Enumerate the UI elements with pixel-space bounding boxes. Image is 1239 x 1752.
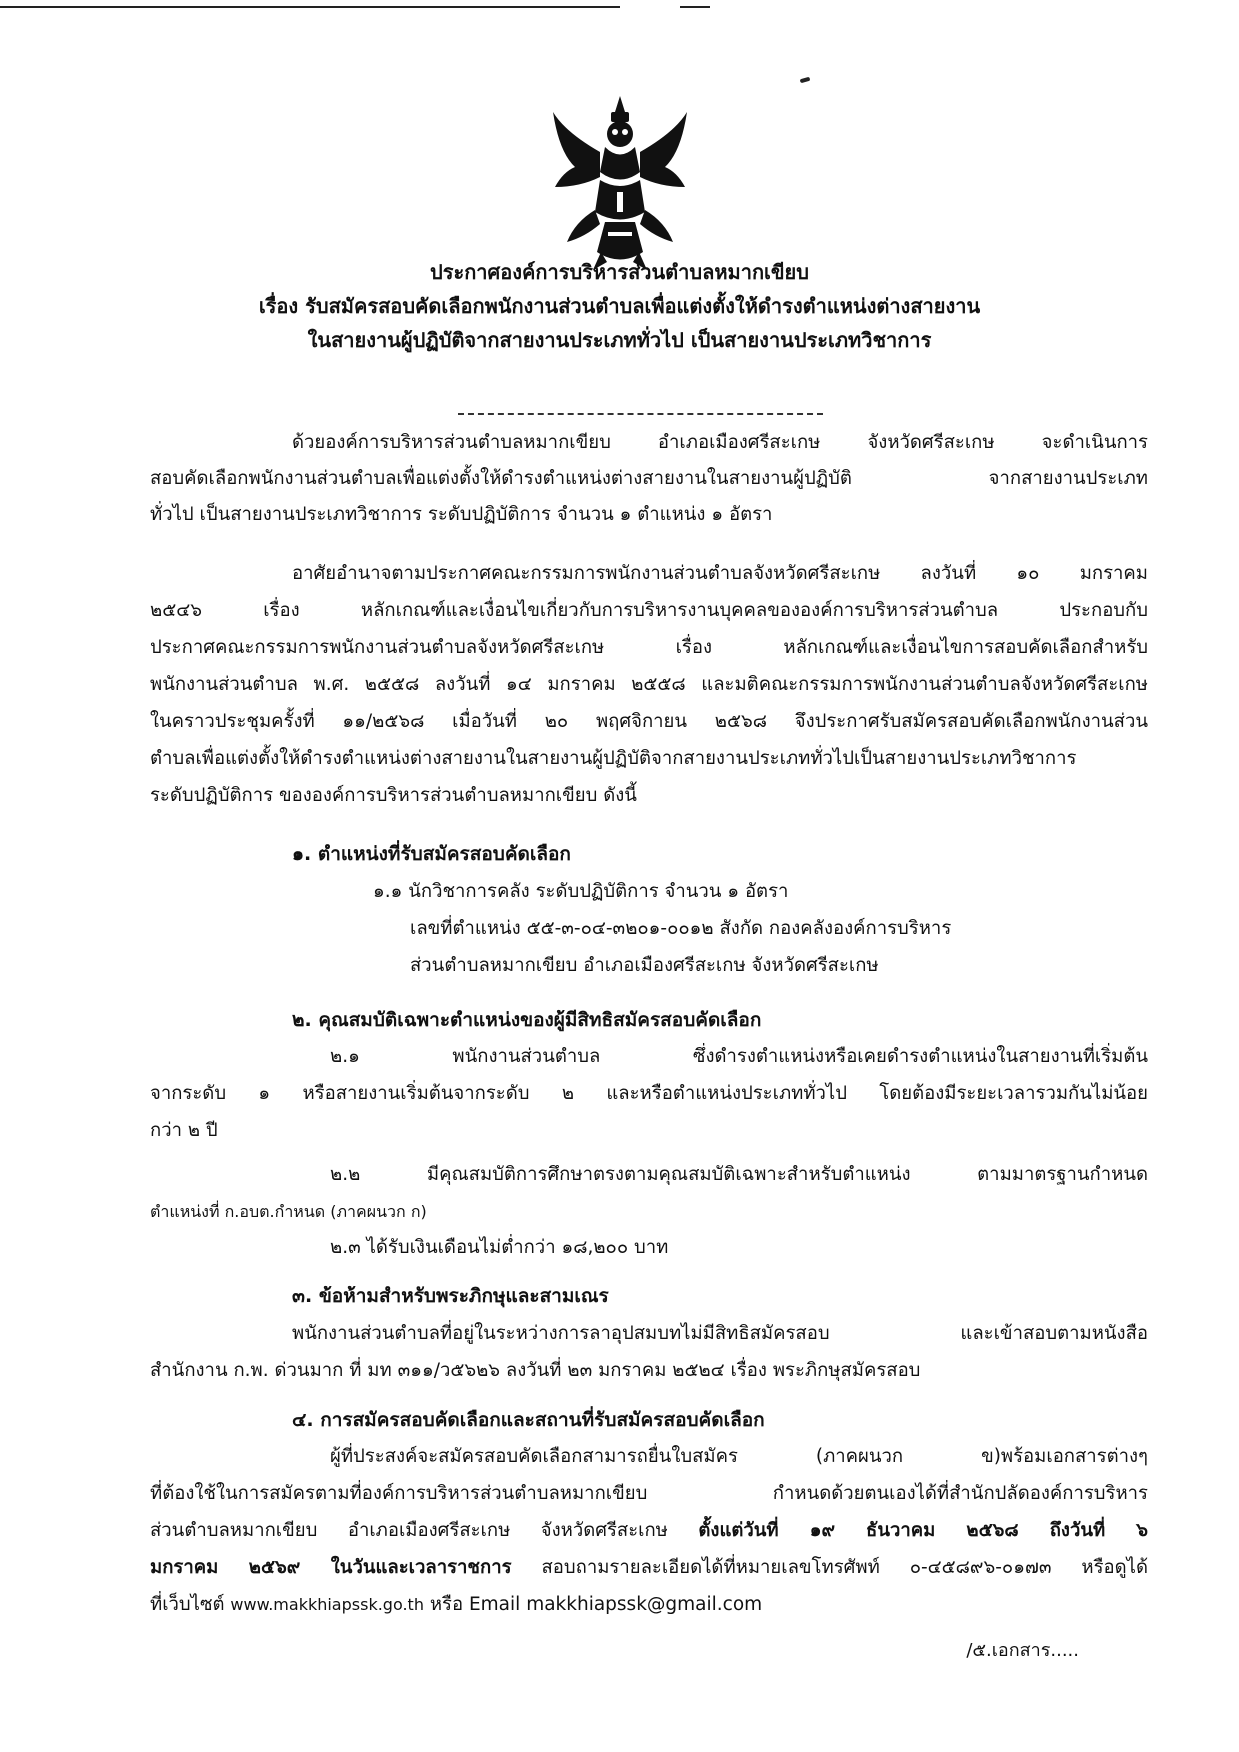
application-period-end: มกราคม ๒๕๖๙ ในวันและเวลาราชการ [150, 1557, 512, 1578]
position-1-1: ๑.๑ นักวิชาการคลัง ระดับปฏิบัติการ จำนวน ๑ อัตรา [373, 881, 789, 902]
contact-phone-text: สอบถามรายละเอียดได้ที่หมายเลขโทรศัพท์ ๐-๔๕๘๙๖-๐๑๗๓ หรือดูได้ [541, 1557, 1149, 1578]
email-link[interactable]: makkhiapssk@gmail.com [526, 1594, 763, 1615]
intro-line: ทั่วไป เป็นสายงานประเภทวิชาการ ระดับปฏิบัติการ จำนวน ๑ ตำแหน่ง ๑ อัตรา [150, 504, 773, 525]
application-period-start: ตั้งแต่วันที่ ๑๙ ธันวาคม ๒๕๖๘ ถึงวันที่ ๖ [698, 1520, 1148, 1541]
website-link[interactable]: www.makkhiapssk.go.th [230, 1595, 424, 1614]
prohibition-line: พนักงานส่วนตำบลที่อยู่ในระหว่างการลาอุปสมบทไม่มีสิทธิสมัครสอบ และเข้าสอบตามหนังสือ [292, 1323, 1148, 1344]
authority-line: ระดับปฏิบัติการ ขององค์การบริหารส่วนตำบลหมากเขียบ ดังนี้ [150, 785, 637, 806]
section-4-heading: ๔. การสมัครสอบคัดเลือกและสถานที่รับสมัครสอบคัดเลือก [292, 1409, 765, 1431]
intro-line: ด้วยองค์การบริหารส่วนตำบลหมากเขียบ อำเภอเมืองศรีสะเกษ จังหวัดศรีสะเกษ จะดำเนินการ [292, 432, 1148, 453]
section-2-heading: ๒. คุณสมบัติเฉพาะตำแหน่งของผู้มีสิทธิสมัครสอบคัดเลือก [292, 1009, 762, 1031]
scan-speck [800, 77, 811, 83]
scan-edge-line [0, 6, 620, 8]
application-line [150, 1519, 1148, 1543]
position-1-1-affiliation: ส่วนตำบลหมากเขียบ อำเภอเมืองศรีสะเกษ จังหวัดศรีสะเกษ [410, 955, 879, 976]
position-1-1-number: เลขที่ตำแหน่ง ๕๕-๓-๐๔-๓๒๐๑-๐๐๑๒ สังกัด กองคลังองค์การบริหาร [410, 918, 952, 939]
application-line: ที่ต้องใช้ในการสมัครตามที่องค์การบริหารส่วนตำบลหมากเขียบ กำหนดด้วยตนเองได้ที่สำนักปลัดองค์การบริหาร [150, 1483, 1148, 1504]
application-line [150, 1556, 1148, 1580]
announcement-subject: เรื่อง รับสมัครสอบคัดเลือกพนักงานส่วนตำบลเพื่อแต่งตั้งให้ดำรงตำแหน่งต่างสายงาน [258, 294, 981, 318]
qualification-2-2: ๒.๒ มีคุณสมบัติการศึกษาตรงตามคุณสมบัติเฉพาะสำหรับตำแหน่ง ตามมาตรฐานกำหนด [330, 1164, 1148, 1185]
qualification-2-1-cont: กว่า ๒ ปี [150, 1120, 218, 1141]
announcement-title: ประกาศองค์การบริหารส่วนตำบลหมากเขียบ [430, 260, 809, 284]
authority-line: ประกาศคณะกรรมการพนักงานส่วนตำบลจังหวัดศรีสะเกษ เรื่อง หลักเกณฑ์และเงื่อนไขการสอบคัดเลือกสำหรับ [150, 637, 1148, 658]
qualification-2-1-cont: จากระดับ ๑ หรือสายงานเริ่มต้นจากระดับ ๒ และหรือตำแหน่งประเภททั่วไป โดยต้องมีระยะเวลารวมกันไม่น้อย [150, 1083, 1148, 1104]
section-1-heading: ๑. ตำแหน่งที่รับสมัครสอบคัดเลือก [292, 843, 571, 865]
qualification-2-1: ๒.๑ พนักงานส่วนตำบล ซึ่งดำรงตำแหน่งหรือเคยดำรงตำแหน่งในสายงานที่เริ่มต้น [330, 1046, 1148, 1067]
authority-line: อาศัยอำนาจตามประกาศคณะกรรมการพนักงานส่วนตำบลจังหวัดศรีสะเกษ ลงวันที่ ๑๐ มกราคม [292, 563, 1148, 584]
title-divider [458, 413, 823, 415]
intro-line: สอบคัดเลือกพนักงานส่วนตำบลเพื่อแต่งตั้งให้ดำรงตำแหน่งต่างสายงานในสายงานผู้ปฏิบัติ จากสายงานประเภท [150, 468, 1148, 489]
qualification-2-3: ๒.๓ ได้รับเงินเดือนไม่ต่ำกว่า ๑๘,๒๐๐ บาท [330, 1237, 669, 1258]
authority-line: พนักงานส่วนตำบล พ.ศ. ๒๕๕๘ ลงวันที่ ๑๔ มกราคม ๒๕๕๘ และมติคณะกรรมการพนักงานส่วนตำบลจังหวัดศรีสะเกษ [150, 674, 1148, 695]
garuda-emblem-icon [545, 92, 695, 272]
scan-edge-line [680, 6, 710, 8]
section-3-heading: ๓. ข้อห้ามสำหรับพระภิกษุและสามเณร [292, 1285, 609, 1307]
application-line: ที่เว็บไซต์ www.makkhiapssk.go.th หรือ Email makkhiapssk@gmail.com [150, 1594, 763, 1615]
authority-line: ๒๕๔๖ เรื่อง หลักเกณฑ์และเงื่อนไขเกี่ยวกับการบริหารงานบุคคลขององค์การบริหารส่วนตำบล ประกอบกับ [150, 600, 1148, 621]
authority-line: ในคราวประชุมครั้งที่ ๑๑/๒๕๖๘ เมื่อวันที่ ๒๐ พฤศจิกายน ๒๕๖๘ จึงประกาศรับสมัครสอบคัดเลือกพนักงานส่วน [150, 711, 1148, 732]
qualification-2-2-cont: ตำแหน่งที่ ก.อบต.กำหนด (ภาคผนวก ก) [150, 1202, 427, 1221]
application-line: ผู้ที่ประสงค์จะสมัครสอบคัดเลือกสามารถยื่นใบสมัคร (ภาคผนวก ข)พร้อมเอกสารต่างๆ [330, 1446, 1148, 1467]
announcement-subject-cont: ในสายงานผู้ปฏิบัติจากสายงานประเภททั่วไป เป็นสายงานประเภทวิชาการ [307, 328, 932, 352]
prohibition-line: สำนักงาน ก.พ. ด่วนมาก ที่ มท ๓๑๑/ว๕๖๒๖ ลงวันที่ ๒๓ มกราคม ๒๕๒๔ เรื่อง พระภิกษุสมัครสอบ [150, 1360, 921, 1381]
application-place: ส่วนตำบลหมากเขียบ อำเภอเมืองศรีสะเกษ จังหวัดศรีสะเกษ [150, 1520, 668, 1541]
authority-line: ตำบลเพื่อแต่งตั้งให้ดำรงตำแหน่งต่างสายงานในสายงานผู้ปฏิบัติจากสายงานประเภททั่วไปเป็นสายงานประเภทวิชาการ [150, 748, 1077, 769]
continued-marker: /๕.เอกสาร..... [966, 1640, 1079, 1661]
